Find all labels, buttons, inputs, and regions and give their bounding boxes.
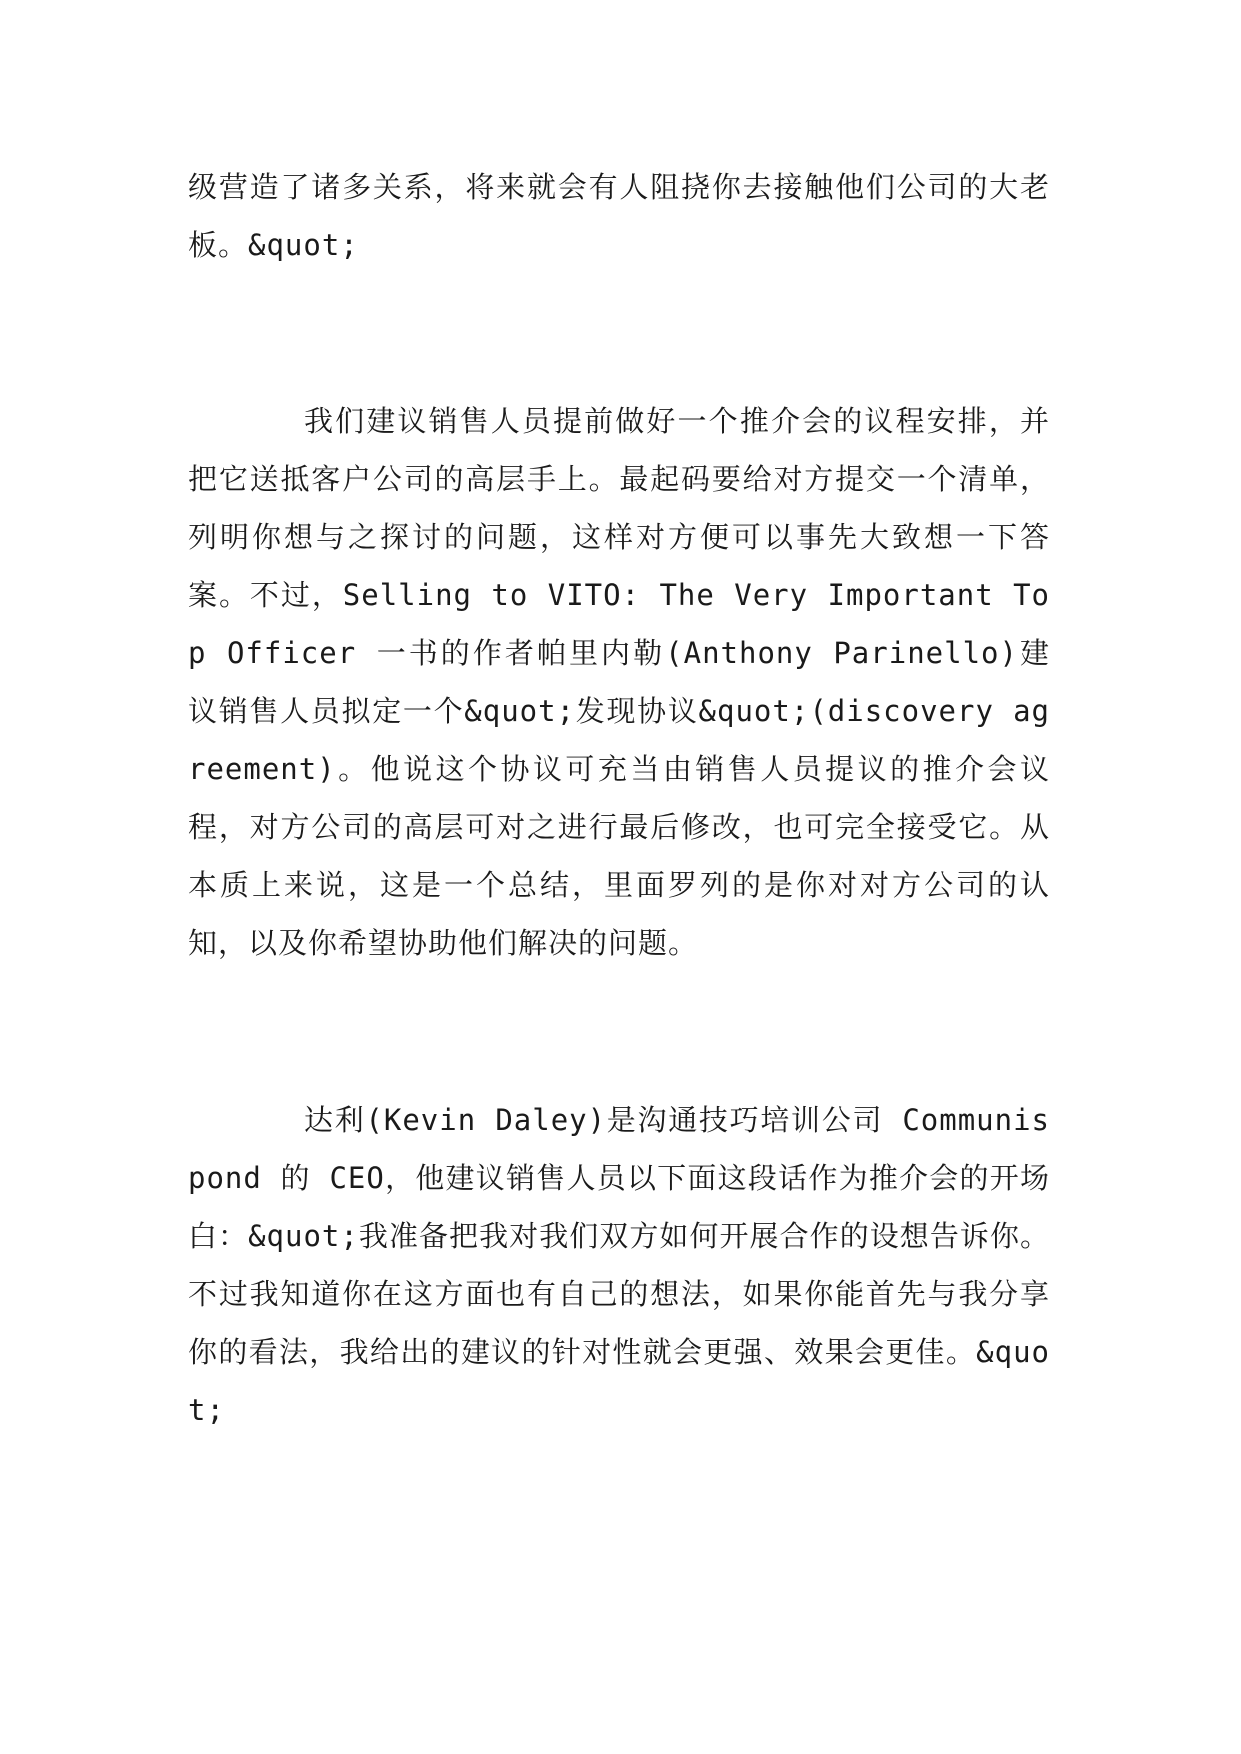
paragraph-agenda-advice: 我们建议销售人员提前做好一个推介会的议程安排，并把它送抵客户公司的高层手上。最起码要给对方提交一个清单，列明你想与之探讨的问题，这样对方便可以事先大致想一下答案。不过，Selling to VITO: The Very Important Top Officer 一书的作者帕里内勒(Anthony Parinello)建议销售人员拟定一个&quot;发现协议&quot;(discovery agreement)。他说这个协议可充当由销售人员提议的推介会议程，对方公司的高层可对之进行最后修改，也可完全接受它。从本质上来说，这是一个总结，里面罗列的是你对对方公司的认知，以及你希望协助他们解决的问题。: [188, 404, 1050, 960]
paragraph-continuation: 级营造了诸多关系，将来就会有人阻挠你去接触他们公司的大老板。&quot;: [188, 170, 1050, 262]
paragraph-opening-remarks: 达利(Kevin Daley)是沟通技巧培训公司 Communispond 的 CEO，他建议销售人员以下面这段话作为推介会的开场白：&quot;我准备把我对我们双方如何开展合作的设想告诉你。不过我知道你在这方面也有自己的想法，如果你能首先与我分享你的看法，我给出的建议的针对性就会更强、效果会更佳。&quot;: [188, 1103, 1050, 1427]
